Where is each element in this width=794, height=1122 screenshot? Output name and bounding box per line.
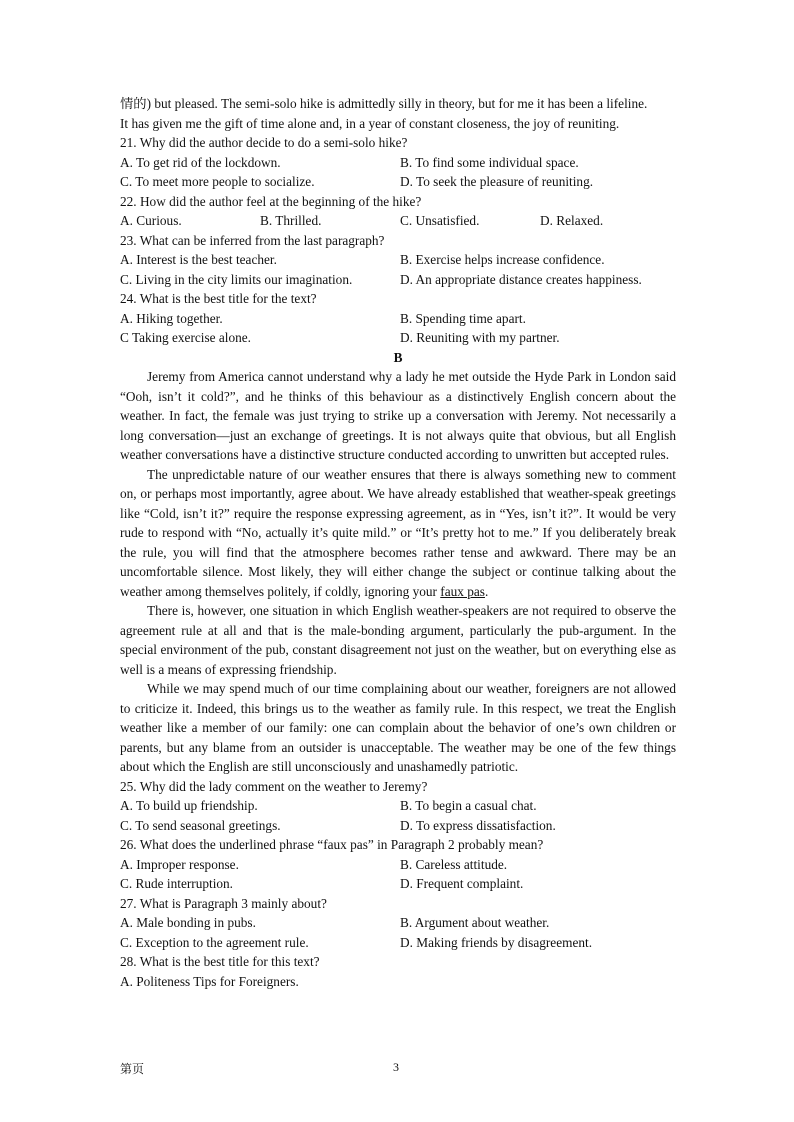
option-25-a: A. To build up friendship. [120,798,258,813]
option-22-c: C. Unsatisfied. [400,213,480,228]
question-24-options-cd [120,328,676,348]
option-27-a: A. Male bonding in pubs. [120,915,256,930]
passage-paragraph-2 [120,465,676,602]
option-27-b: B. Argument about weather. [400,915,550,930]
option-26-c: C. Rude interruption. [120,876,234,891]
option-26-a: A. Improper response. [120,856,239,872]
paragraph-2-text: The unpredictable nature of our weather ensures that there is always something new to comment on, or perhaps most importantly, agree about. We have already established that weather-speak greetings like “Cold, isn’t it?” require the response expressing agreement, as in “Yes, isn’t it?”. It would be very rude to respond with “No, actually it’s quite mild.” or “It’s pretty hot to me.” If you deliberately break the rule, you will find that the atmosphere becomes rather tense and awkward. There may be an uncomfortable silence. Most likely, they will either change the subject or continue talking about the weather among themselves politely, if coldly, ignoring your [120,466,676,599]
option-27-c: C. Exception to the agreement rule. [120,934,309,950]
option-28-a: A. Politeness Tips for Foreigners. [120,973,299,989]
question-23-options-cd [120,270,676,290]
option-22-b: B. Thrilled. [260,213,322,228]
option-26-d: D. Frequent complaint. [400,876,524,891]
question-22-options [120,211,676,231]
intro-line-1: 情的) but pleased. The semi-solo hike is admittedly silly in theory, but for me it has been a lifeline. [120,96,648,111]
question-28-stem: 28. What is the best title for this text? [120,954,320,969]
option-25-b: B. To begin a casual chat. [400,798,537,813]
question-24-options-ab [120,309,676,329]
question-27-options-ab [120,913,676,933]
question-25-stem: 25. Why did the lady comment on the weather to Jeremy? [120,778,428,794]
option-24-c: C Taking exercise alone. [120,330,252,345]
passage-paragraph-3: There is, however, one situation in which English weather-speakers are not required to observe the agreement rule at all and that is the male-bonding argument, particularly the pub-argument. In the special environment of the pub, constant disagreement not just on the weather, but on everything else as well is a means of expressing friendship. [120,603,676,677]
option-23-b: B. Exercise helps increase confidence. [400,252,605,267]
option-25-c: C. To send seasonal greetings. [120,817,281,833]
option-23-d: D. An appropriate distance creates happiness. [400,271,642,287]
option-25-d: D. To express dissatisfaction. [400,817,556,833]
option-21-a: A. To get rid of the lockdown. [120,154,281,170]
question-21-stem: 21. Why did the author decide to do a semi-solo hike? [120,135,408,150]
intro-line-2: It has given me the gift of time alone and, in a year of constant closeness, the joy of reuniting. [120,115,620,131]
document-page [120,94,676,991]
question-25-options-ab [120,796,676,816]
question-27-options-cd [120,933,676,953]
question-27-stem: 27. What is Paragraph 3 mainly about? [120,895,327,911]
option-24-a: A. Hiking together. [120,310,223,326]
footer-page-label: 第页 [120,1062,145,1076]
option-21-b: B. To find some individual space. [400,154,579,170]
question-26-options-ab [120,855,676,875]
question-21-options-cd [120,172,676,192]
question-24-stem: 24. What is the best title for the text? [120,291,317,306]
passage-paragraph-1: Jeremy from America cannot understand why a lady he met outside the Hyde Park in London said “Ooh, isn’t it cold?”, and he thinks of this behaviour as a distinctively English concern about the weather. In fact, the female was just trying to strike up a conversation with Jeremy. Not necessarily a long conversation—just an exchange of greetings. It is not always quite that obvious, but all English weather conversations have a distinctive structure conducted according to unwritten but accepted rules. [120,369,676,462]
section-b-heading: B [393,349,403,365]
footer-page-number: 3 [393,1060,399,1074]
question-23-stem: 23. What can be inferred from the last paragraph? [120,232,385,248]
question-26-options-cd [120,874,676,894]
option-23-a: A. Interest is the best teacher. [120,252,277,267]
option-24-d: D. Reuniting with my partner. [400,330,560,345]
question-22-stem: 22. How did the author feel at the beginning of the hike? [120,193,422,209]
faux-pas-underlined: faux pas [440,583,485,599]
option-23-c: C. Living in the city limits our imagination. [120,271,353,287]
question-25-options-cd [120,816,676,836]
option-21-d: D. To seek the pleasure of reuniting. [400,174,594,189]
option-21-c: C. To meet more people to socialize. [120,174,315,189]
paragraph-2-end: . [484,583,489,599]
option-22-a: A. Curious. [120,213,182,228]
option-22-d: D. Relaxed. [540,213,604,228]
passage-paragraph-4: While we may spend much of our time complaining about our weather, foreigners are not allowed to criticize it. Indeed, this brings us to the weather as family rule. In this respect, we treat the English weather like a member of our family: one can complain about the behavior of one’s own children or parents, but any blame from an outsider is unacceptable. The weather may be one of the few things about which the English are still unconsciously and unashamedly patriotic. [120,681,676,774]
question-26-stem: 26. What does the underlined phrase “faux pas” in Paragraph 2 probably mean? [120,837,544,852]
question-21-options-ab [120,153,676,173]
option-26-b: B. Careless attitude. [400,856,508,872]
question-23-options-ab [120,250,676,270]
option-27-d: D. Making friends by disagreement. [400,934,593,950]
option-24-b: B. Spending time apart. [400,310,526,326]
